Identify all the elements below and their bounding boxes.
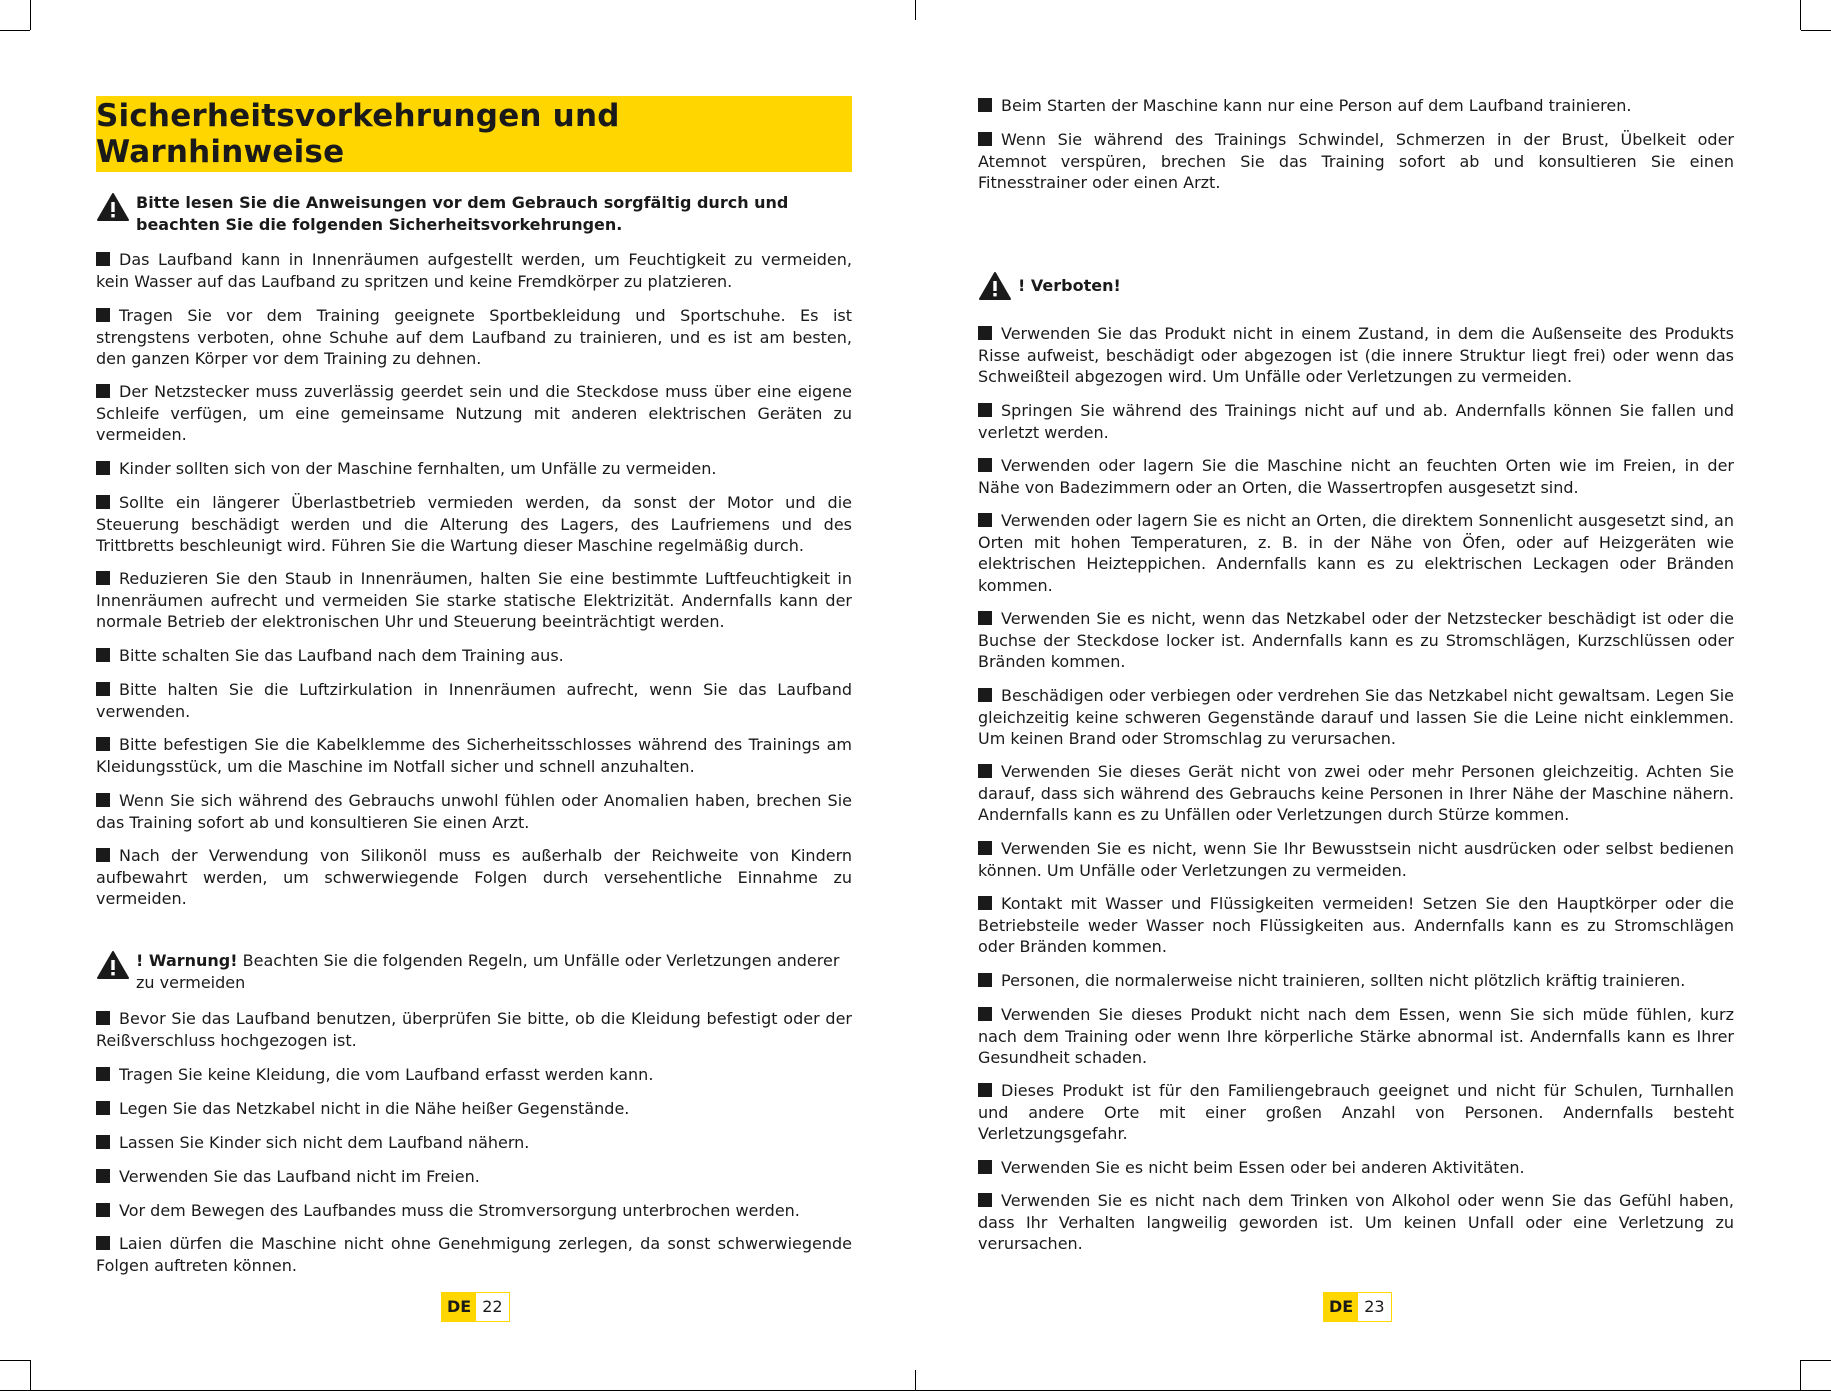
bullet-square-icon: [96, 308, 110, 322]
list-item: Bitte befestigen Sie die Kabelklemme des Sicherheitsschlosses während des Trainings am Kleidungsstück, um die Maschine im Notfall sicher und schnell anzuhalten.: [96, 735, 852, 776]
list-item: Wenn Sie sich während des Gebrauchs unwohl fühlen oder Anomalien haben, brechen Sie das Training sofort ab und konsultieren Sie einen Arzt.: [96, 791, 852, 832]
list-item: Wenn Sie während des Trainings Schwindel, Schmerzen in der Brust, Übelkeit oder Atemnot verspüren, brechen Sie das Training sofort ab und konsultieren Sie einen Fitnesstrainer oder einen Arzt.: [978, 130, 1734, 192]
warning-description: Beachten Sie die folgenden Regeln, um Unfälle oder Verletzungen anderer zu vermeiden: [136, 951, 840, 992]
intro-notice: [96, 192, 852, 235]
list-item: Legen Sie das Netzkabel nicht in die Nähe heißer Gegenstände.: [96, 1098, 852, 1120]
list-item: Bitte halten Sie die Luftzirkulation in Innenräumen aufrecht, wenn Sie das Laufband verwenden.: [96, 680, 852, 721]
bullet-square-icon: [978, 513, 992, 527]
bullet-square-icon: [978, 1007, 992, 1021]
forbidden-notice: [978, 271, 1734, 301]
bullet-square-icon: [978, 1083, 992, 1097]
bullet-square-icon: [96, 1135, 110, 1149]
bullet-square-icon: [978, 688, 992, 702]
list-item: Verwenden Sie das Laufband nicht im Freien.: [96, 1166, 852, 1188]
list-item: Reduzieren Sie den Staub in Innenräumen, halten Sie eine bestimmte Luftfeuchtigkeit in Innenräumen aufrecht und vermeiden Sie starke statische Elektrizität. Andernfalls kann der normale Betrieb der elektronischen Uhr und Steuerung beeinträchtigt werden.: [96, 569, 852, 631]
forbidden-heading: ! Verboten!: [1018, 276, 1121, 295]
bullet-square-icon: [978, 841, 992, 855]
page-title: Sicherheitsvorkehrungen und Warnhinweise: [96, 98, 620, 170]
warning-icon: [96, 192, 130, 222]
bullet-square-icon: [96, 571, 110, 585]
bullet-square-icon: [96, 737, 110, 751]
bullet-square-icon: [96, 252, 110, 266]
list-item: Tragen Sie vor dem Training geeignete Sportbekleidung und Sportschuhe. Es ist strengstens verboten, ohne Schuhe auf dem Laufband zu trainieren, und es ist am besten, den ganzen Körper vor dem Training zu dehnen.: [96, 306, 852, 368]
list-item: Verwenden Sie dieses Produkt nicht nach dem Essen, wenn Sie sich müde fühlen, kurz nach dem Training oder wenn Ihre körperliche Stärke abnormal ist. Andernfalls kann es Ihrer Gesundheit schaden.: [978, 1005, 1734, 1067]
bullet-square-icon: [978, 1160, 992, 1174]
list-item: Verwenden Sie das Produkt nicht in einem Zustand, in dem die Außenseite des Produkts Risse aufweist, beschädigt oder abgezogen ist (die innere Struktur liegt frei) oder wenn das Schweißteil abgezogen wird. Um Unfälle oder Verletzungen zu vermeiden.: [978, 324, 1734, 386]
bullet-square-icon: [978, 1193, 992, 1207]
crop-mark: [1800, 0, 1801, 30]
title-banner: [96, 96, 852, 172]
list-item: Beschädigen oder verbiegen oder verdrehen Sie das Netzkabel nicht gewaltsam. Legen Sie gleichzeitig keine schweren Gegenstände darauf und lassen Sie die Leine nicht einklemmen. Um keinen Brand oder Stromschlag zu verursachen.: [978, 686, 1734, 748]
bullet-square-icon: [96, 1203, 110, 1217]
bullet-square-icon: [96, 1011, 110, 1025]
bullet-square-icon: [96, 1236, 110, 1250]
bullet-square-icon: [96, 793, 110, 807]
bullet-square-icon: [96, 848, 110, 862]
list-item: Nach der Verwendung von Silikonöl muss es außerhalb der Reichweite von Kindern aufbewahrt werden, um schwerwiegende Folgen durch versehentliche Einnahme zu vermeiden.: [96, 846, 852, 908]
list-item: Verwenden Sie es nicht, wenn Sie Ihr Bewusstsein nicht ausdrücken oder selbst bedienen können. Um Unfälle oder Verletzungen zu vermeiden.: [978, 839, 1734, 880]
list-item: Vor dem Bewegen des Laufbandes muss die Stromversorgung unterbrochen werden.: [96, 1200, 852, 1222]
bullet-square-icon: [978, 458, 992, 472]
language-badge: DE: [442, 1293, 476, 1321]
warning-heading: ! Warnung!: [136, 951, 238, 970]
crop-mark: [915, 0, 916, 20]
bullet-square-icon: [978, 98, 992, 112]
bullet-square-icon: [978, 132, 992, 146]
list-item: Verwenden oder lagern Sie es nicht an Orten, die direktem Sonnenlicht ausgesetzt sind, an Orten mit hohen Temperaturen, z. B. in der Nähe von Öfen, oder auf Heizgeräten wie elektrischen Heizteppichen. Andernfalls kann es zu elektrischen Leckagen oder Bränden kommen.: [978, 511, 1734, 595]
bullet-square-icon: [978, 896, 992, 910]
bullet-square-icon: [978, 326, 992, 340]
crop-mark: [30, 0, 31, 30]
list-item: Das Laufband kann in Innenräumen aufgestellt werden, um Feuchtigkeit zu vermeiden, kein Wasser auf das Laufband zu spritzen und keine Fremdkörper zu platzieren.: [96, 250, 852, 291]
crop-mark: [1801, 30, 1831, 31]
crop-mark: [30, 1360, 31, 1391]
bullet-square-icon: [978, 764, 992, 778]
warning-notice-text: [136, 950, 852, 993]
page-footer: [1323, 1292, 1392, 1322]
bullet-square-icon: [978, 611, 992, 625]
list-item: Kinder sollten sich von der Maschine fernhalten, um Unfälle zu vermeiden.: [96, 458, 852, 480]
bullet-square-icon: [978, 973, 992, 987]
page-number: 22: [476, 1293, 508, 1321]
bullet-square-icon: [96, 1101, 110, 1115]
bullet-square-icon: [96, 648, 110, 662]
bullet-square-icon: [978, 403, 992, 417]
warning-icon: [96, 950, 130, 980]
list-item: Der Netzstecker muss zuverlässig geerdet sein und die Steckdose muss über eine eigene Schleife verfügen, um eine gemeinsame Nutzung mit anderen elektrischen Geräten zu vermeiden.: [96, 382, 852, 444]
list-item: Lassen Sie Kinder sich nicht dem Laufband nähern.: [96, 1132, 852, 1154]
bullet-square-icon: [96, 461, 110, 475]
crop-mark: [0, 30, 30, 31]
bullet-square-icon: [96, 1169, 110, 1183]
crop-mark: [1800, 1360, 1801, 1391]
crop-mark: [915, 1370, 916, 1391]
list-item: Sollte ein längerer Überlastbetrieb vermieden werden, da sonst der Motor und die Steuerung beschädigt werden und die Alterung des Lagers, des Laufriemens und des Trittbretts beschleunigt wird. Führen Sie die Wartung dieser Maschine regelmäßig durch.: [96, 493, 852, 555]
warning-notice: [96, 950, 852, 993]
list-item: Tragen Sie keine Kleidung, die vom Laufband erfasst werden kann.: [96, 1064, 852, 1086]
crop-mark: [1801, 1360, 1831, 1361]
list-item: Verwenden Sie es nicht nach dem Trinken von Alkohol oder wenn Sie das Gefühl haben, dass Ihr Verhalten langweilig geworden ist. Um keinen Unfall oder eine Verletzung zu verursachen.: [978, 1191, 1734, 1253]
page-footer: [441, 1292, 510, 1322]
list-item: Beim Starten der Maschine kann nur eine Person auf dem Laufband trainieren.: [978, 95, 1734, 117]
list-item: Kontakt mit Wasser und Flüssigkeiten vermeiden! Setzen Sie den Hauptkörper oder die Betriebsteile weder Wasser noch Flüssigkeiten aus. Andernfalls kann es zu Stromschlägen oder Bränden kommen.: [978, 894, 1734, 956]
intro-notice-text: Bitte lesen Sie die Anweisungen vor dem Gebrauch sorgfältig durch und beachten Sie die folgenden Sicherheitsvorkehrungen.: [136, 193, 789, 234]
list-item: Personen, die normalerweise nicht trainieren, sollten nicht plötzlich kräftig trainieren.: [978, 970, 1734, 992]
list-item: Verwenden Sie es nicht beim Essen oder bei anderen Aktivitäten.: [978, 1157, 1734, 1179]
list-item: Laien dürfen die Maschine nicht ohne Genehmigung zerlegen, da sonst schwerwiegende Folgen auftreten können.: [96, 1234, 852, 1275]
bullet-square-icon: [96, 495, 110, 509]
list-item: Verwenden Sie es nicht, wenn das Netzkabel oder der Netzstecker beschädigt ist oder die Buchse der Steckdose locker ist. Andernfalls kann es zu Stromschlägen, Kurzschlüssen oder Bränden kommen.: [978, 609, 1734, 671]
list-item: Verwenden oder lagern Sie die Maschine nicht an feuchten Orten wie im Freien, in der Nähe von Badezimmern oder an Orten, die Wassertropfen ausgesetzt sind.: [978, 456, 1734, 497]
list-item: Bevor Sie das Laufband benutzen, überprüfen Sie bitte, ob die Kleidung befestigt oder der Reißverschluss hochgezogen ist.: [96, 1009, 852, 1050]
list-item: Verwenden Sie dieses Gerät nicht von zwei oder mehr Personen gleichzeitig. Achten Sie darauf, dass sich während des Gebrauchs keine Personen in Ihrer Nähe der Maschine nähern. Andernfalls kann es zu Unfällen oder Verletzungen durch Stürze kommen.: [978, 762, 1734, 824]
bullet-square-icon: [96, 384, 110, 398]
crop-mark: [0, 1360, 30, 1361]
list-item: Springen Sie während des Trainings nicht auf und ab. Andernfalls können Sie fallen und verletzt werden.: [978, 401, 1734, 442]
warning-icon: [978, 271, 1012, 301]
language-badge: DE: [1324, 1293, 1358, 1321]
bullet-square-icon: [96, 682, 110, 696]
bullet-square-icon: [96, 1067, 110, 1081]
list-item: Dieses Produkt ist für den Familiengebrauch geeignet und nicht für Schulen, Turnhallen und andere Orte mit einer großen Anzahl von Personen. Andernfalls besteht Verletzungsgefahr.: [978, 1081, 1734, 1143]
page-number: 23: [1358, 1293, 1390, 1321]
list-item: Bitte schalten Sie das Laufband nach dem Training aus.: [96, 645, 852, 667]
